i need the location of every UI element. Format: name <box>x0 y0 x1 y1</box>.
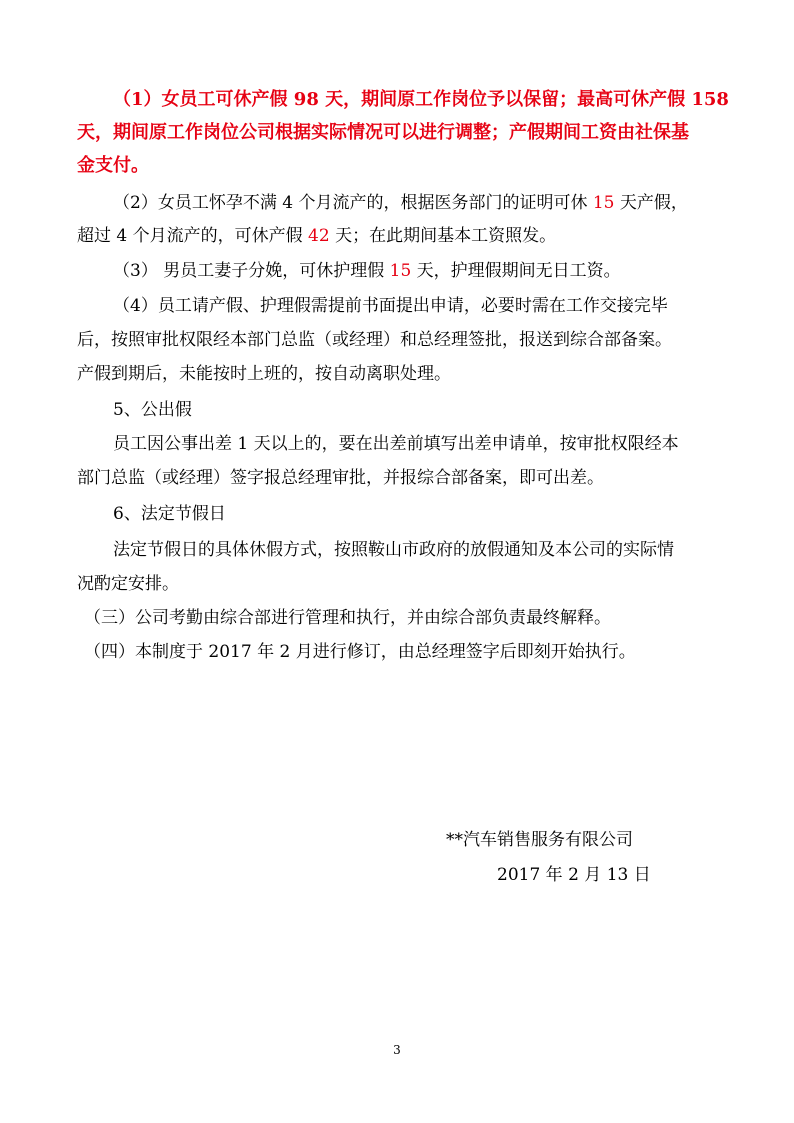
company-name: **汽车销售服务有限公司 <box>446 830 633 850</box>
section-heading-5: 5、公出假 <box>113 400 192 420</box>
paragraph-2-text-a: （2）女员工怀孕不满 4 个月流产的，根据医务部门的证明可休 <box>113 193 593 213</box>
signature-date: 2017 年 2 月 13 日 <box>497 865 651 885</box>
paragraph-2-text-c: 超过 4 个月流产的，可休产假 <box>77 226 309 246</box>
paragraph-3-line-1 <box>113 257 621 285</box>
paragraph-2-days-15: 15 <box>592 193 615 213</box>
paragraph-5-line-1: 员工因公事出差 1 天以上的，要在出差前填写出差申请单，按审批权限经本 <box>113 434 679 454</box>
paragraph-6-line-2: 况酌定安排。 <box>77 574 179 594</box>
paragraph-2-line-1 <box>113 189 688 217</box>
paragraph-2-line-2 <box>77 222 556 250</box>
paragraph-3-text-a: （3） 男员工妻子分娩，可休护理假 <box>113 261 390 281</box>
section-3: （三）公司考勤由综合部进行管理和执行，并由综合部负责最终解释。 <box>84 608 611 628</box>
paragraph-4-line-2: 后，按照审批权限经本部门总监（或经理）和总经理签批，报送到综合部备案。 <box>77 330 672 350</box>
paragraph-2-text-b: 天产假， <box>614 193 688 213</box>
page-number: 3 <box>393 1043 401 1057</box>
paragraph-4-line-3: 产假到期后，未能按时上班的，按自动离职处理。 <box>77 364 451 384</box>
paragraph-2-text-d: 天；在此期间基本工资照发。 <box>329 226 557 246</box>
paragraph-5-line-2: 部门总监（或经理）签字报总经理审批，并报综合部备案，即可出差。 <box>77 468 604 488</box>
paragraph-2-days-42: 42 <box>308 226 330 246</box>
paragraph-4-line-1: （4）员工请产假、护理假需提前书面提出申请，必要时需在工作交接完毕 <box>113 296 668 316</box>
section-heading-6: 6、法定节假日 <box>113 504 226 524</box>
paragraph-3-days-15: 15 <box>389 261 412 281</box>
paragraph-1-line-3: 金支付。 <box>77 155 149 176</box>
section-4: （四）本制度于 2017 年 2 月进行修订，由总经理签字后即刻开始执行。 <box>84 642 636 662</box>
paragraph-6-line-1: 法定节假日的具体休假方式，按照鞍山市政府的放假通知及本公司的实际情 <box>113 540 674 560</box>
paragraph-3-text-b: 天，护理假期间无日工资。 <box>411 261 621 281</box>
paragraph-1-line-1: （1）女员工可休产假 98 天，期间原工作岗位予以保留；最高可休产假 158 <box>113 89 729 110</box>
paragraph-1-line-2: 天，期间原工作岗位公司根据实际情况可以进行调整；产假期间工资由社保基 <box>77 122 689 143</box>
